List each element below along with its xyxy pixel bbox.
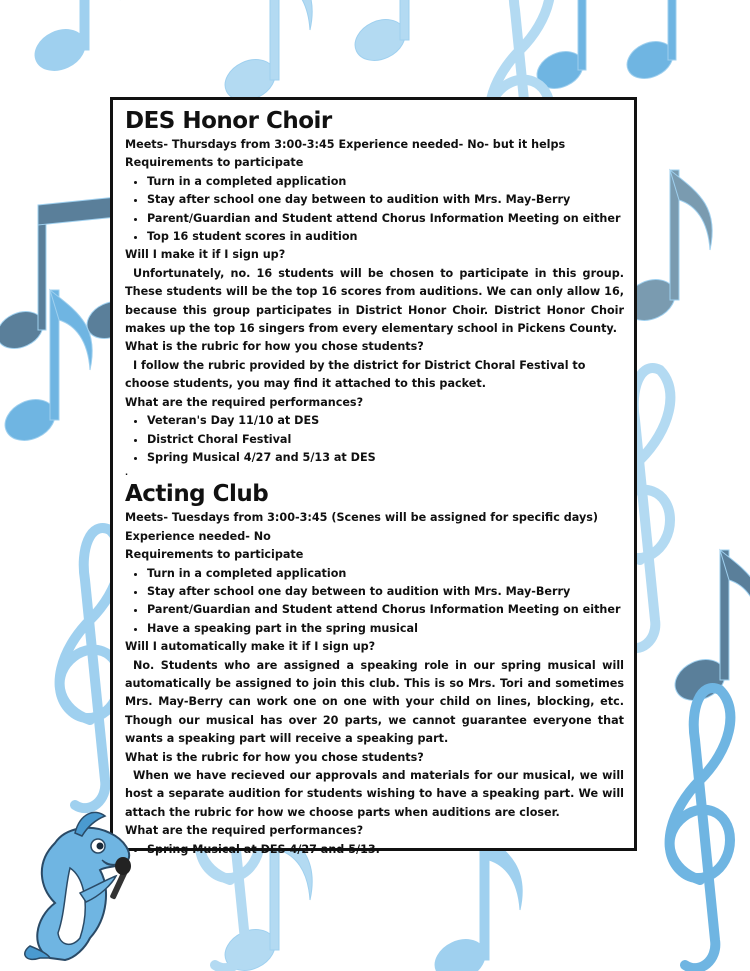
acting-requirements-list xyxy=(125,565,624,639)
list-item: • Have a speaking part in the spring musical xyxy=(147,620,624,638)
flyer-panel xyxy=(110,97,637,856)
acting-requirements-heading: Requirements to participate xyxy=(125,548,304,562)
acting-question-1: Will I automatically make it if I sign up? xyxy=(125,640,376,654)
list-item: • District Choral Festival xyxy=(147,431,624,449)
list-item: • Parent/Guardian and Student attend Chorus Information Meeting on either xyxy=(147,210,624,228)
acting-question-2: What is the rubric for how you chose students? xyxy=(125,750,424,764)
list-item: • Top 16 student scores in audition xyxy=(147,228,624,246)
list-item: • Spring Musical at DES 4/27 and 5/13. xyxy=(147,841,624,859)
choir-performances-list xyxy=(125,412,624,467)
acting-answer-1: No. Students who are assigned a speaking role in our spring musical will automatically be assigned to join this club. This is so Mrs. Tori and sometimes Mrs. May-Berry can work one on one with your child on lines, blocking, etc. Though our musical has over 20 parts, we cannot guarantee everyone that wants a speaking part will receive a speaking part. xyxy=(125,658,624,746)
acting-question-3: What are the required performances? xyxy=(125,824,364,838)
acting-performances-list xyxy=(125,841,624,859)
section-separator: . xyxy=(125,468,129,478)
choir-meets: Meets- Thursdays from 3:00-3:45 Experience needed- No- but it helps xyxy=(125,138,566,151)
honor-choir-title: DES Honor Choir xyxy=(125,108,332,134)
list-item: • Veteran's Day 11/10 at DES xyxy=(147,412,624,430)
acting-answer-2: When we have recieved our approvals and materials for our musical, we will host a separate audition for students wishing to have a speaking part. We will attach the rubric for how we choose parts when auditions are closer. xyxy=(125,769,624,819)
choir-requirements-heading: Requirements to participate xyxy=(125,156,304,170)
acting-club-title: Acting Club xyxy=(125,481,269,508)
choir-question-3: What are the required performances? xyxy=(125,395,364,409)
acting-club-section xyxy=(125,479,624,859)
list-item: • Parent/Guardian and Student attend Chorus Information Meeting on either xyxy=(147,601,624,619)
acting-meets: Meets- Tuesdays from 3:00-3:45 (Scenes will be assigned for specific days) Experience needed- No xyxy=(125,511,599,543)
list-item: • Turn in a completed application xyxy=(147,173,624,191)
choir-answer-2: I follow the rubric provided by the district for District Choral Festival to choose students, you may find it attached to this packet. xyxy=(125,358,586,391)
honor-choir-section xyxy=(125,106,624,479)
list-item: • Turn in a completed application xyxy=(147,565,624,583)
choir-answer-1: Unfortunately, no. 16 students will be chosen to participate in this group. These students will be the top 16 scores from auditions. We can only allow 16, because this group participates in District Honor Choir. District Honor Choir makes up the top 16 singers from every elementary school in Pickens County. xyxy=(125,266,624,336)
list-item: • Stay after school one day between to audition with Mrs. May-Berry xyxy=(147,583,624,601)
choir-question-1: Will I make it if I sign up? xyxy=(125,248,286,262)
list-item: • Stay after school one day between to audition with Mrs. May-Berry xyxy=(147,191,624,209)
choir-question-2: What is the rubric for how you chose students? xyxy=(125,340,424,354)
list-item: • Spring Musical 4/27 and 5/13 at DES xyxy=(147,449,624,467)
choir-requirements-list xyxy=(125,173,624,247)
dolphin-mascot-illustration xyxy=(20,808,150,968)
